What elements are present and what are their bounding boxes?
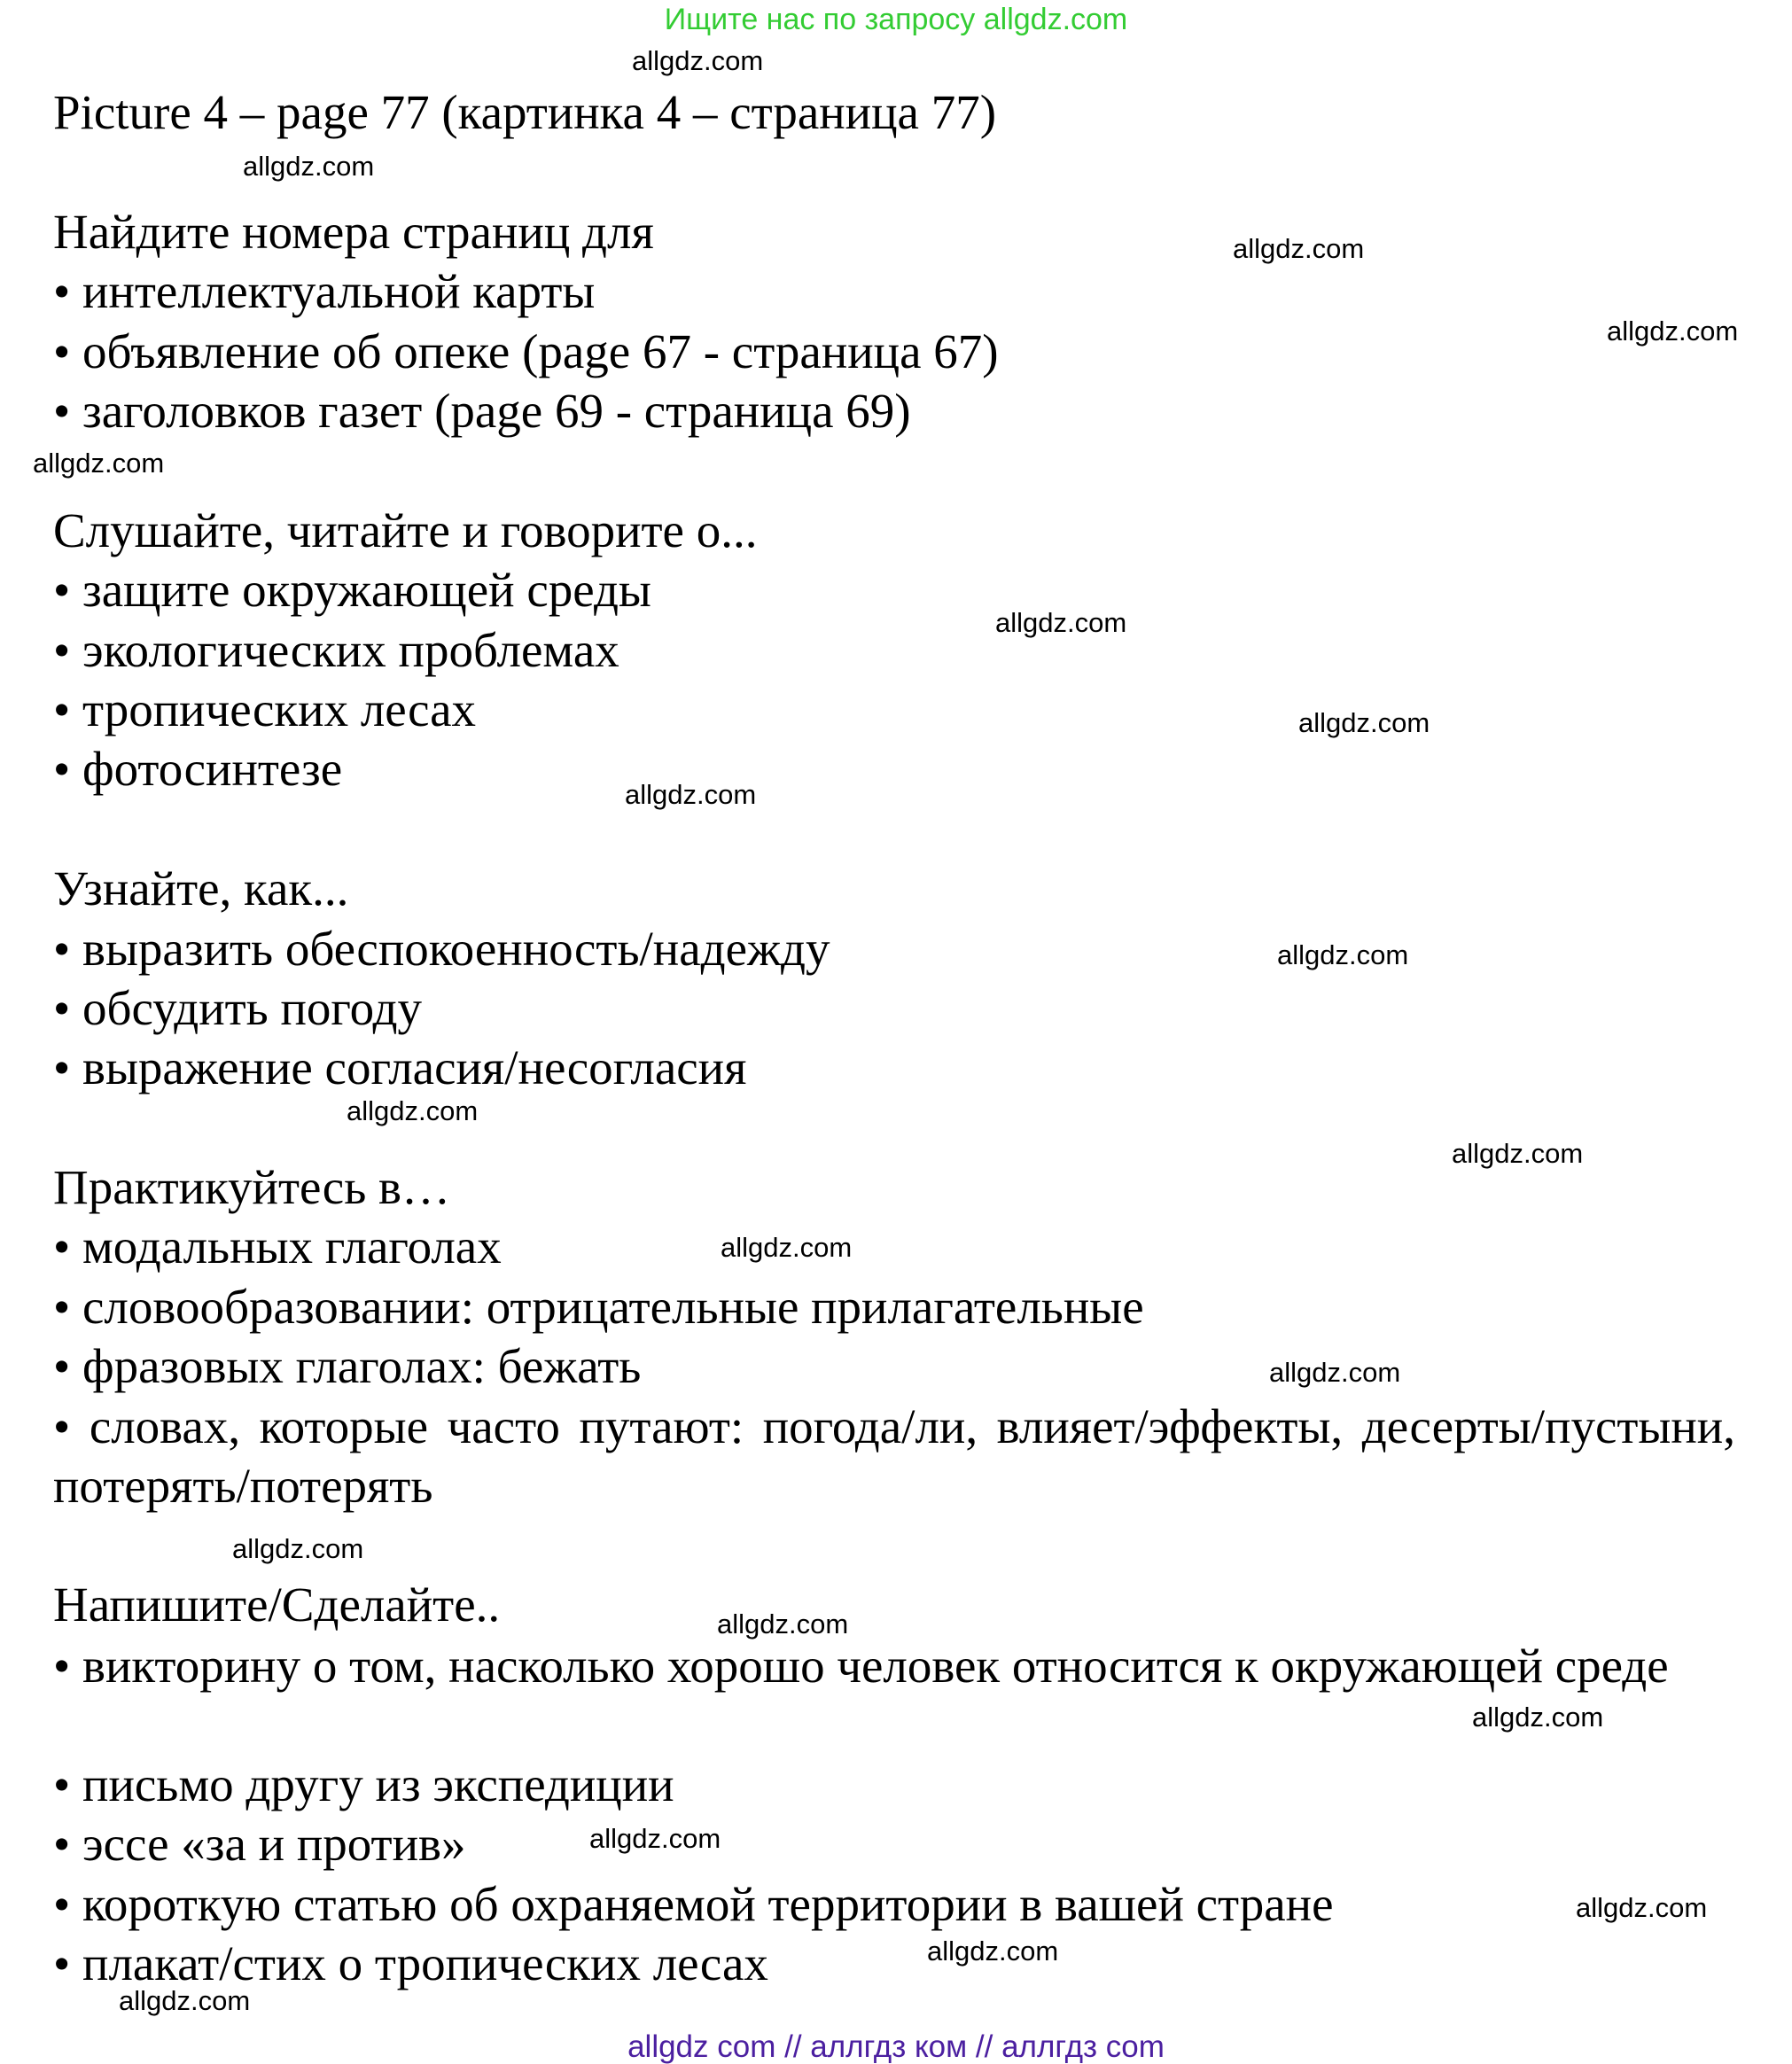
watermark-text: allgdz.com [1233,233,1365,264]
section-heading-find-pages: Найдите номера страниц для [53,205,654,259]
section-heading-write-make: Напишите/Сделайте.. [53,1577,501,1632]
list-item: • объявление об опеке (page 67 - страница 67) [53,324,999,378]
watermark-text: allgdz.com [1298,707,1430,738]
watermark-text: allgdz.com [119,1985,251,2016]
list-item: • письмо другу из экспедиции [53,1757,674,1811]
list-item: • тропических лесах [53,682,477,736]
watermark-text: allgdz.com [232,1533,364,1564]
watermark-text: allgdz.com [589,1823,721,1854]
list-item: • обсудить погоду [53,981,423,1035]
list-item: • викторину о том, насколько хорошо человек относится к окружающей среде [53,1639,1669,1693]
list-item: • интеллектуальной карты [53,264,596,318]
list-item: • фразовых глаголах: бежать [53,1339,642,1393]
page-title: Picture 4 – page 77 (картинка 4 – страница 77) [53,85,997,139]
list-item: • короткую статью об охраняемой территории в вашей стране [53,1877,1334,1931]
watermark-text: allgdz.com [243,151,375,182]
section-heading-learn-how: Узнайте, как... [53,861,349,915]
watermark-text: allgdz.com [1452,1138,1584,1169]
watermark-text: allgdz.com [632,45,764,76]
list-item: • словах, которые часто путают: погода/ли, влияет/эффекты, десерты/пустыни, потерять/потерять [53,1399,1735,1513]
list-item: • модальных глаголах [53,1219,502,1273]
list-item: • выражение согласия/несогласия [53,1040,747,1094]
watermark-text: allgdz.com [347,1095,479,1126]
top-banner-link[interactable]: Ищите нас по запросу allgdz.com [664,3,1128,36]
list-item: • выразить обеспокоенность/надежду [53,922,830,976]
footer-links[interactable]: allgdz com // аллгдз ком // аллгдз com [627,2029,1165,2064]
list-item: • эссе «за и против» [53,1817,466,1871]
watermark-text: allgdz.com [717,1608,849,1640]
watermark-text: allgdz.com [33,448,165,479]
watermark-text: allgdz.com [1277,939,1409,970]
watermark-text: allgdz.com [1269,1357,1401,1388]
list-item: • защите окружающей среды [53,563,651,617]
section-heading-practise: Практикуйтесь в… [53,1160,451,1214]
list-item: • плакат/стих о тропических лесах [53,1936,768,1990]
watermark-text: allgdz.com [721,1232,853,1263]
watermark-text: allgdz.com [1576,1892,1708,1923]
list-item: • экологических проблемах [53,623,619,677]
watermark-text: allgdz.com [927,1935,1059,1967]
watermark-text: allgdz.com [995,607,1127,638]
watermark-text: allgdz.com [1607,315,1739,347]
section-heading-listen-read-speak: Слушайте, читайте и говорите о... [53,503,758,557]
list-item: • заголовков газет (page 69 - страница 69) [53,384,911,438]
list-item: • фотосинтезе [53,742,343,796]
list-item: • словообразовании: отрицательные прилагательные [53,1280,1144,1334]
watermark-text: allgdz.com [625,779,757,810]
watermark-text: allgdz.com [1472,1702,1604,1733]
